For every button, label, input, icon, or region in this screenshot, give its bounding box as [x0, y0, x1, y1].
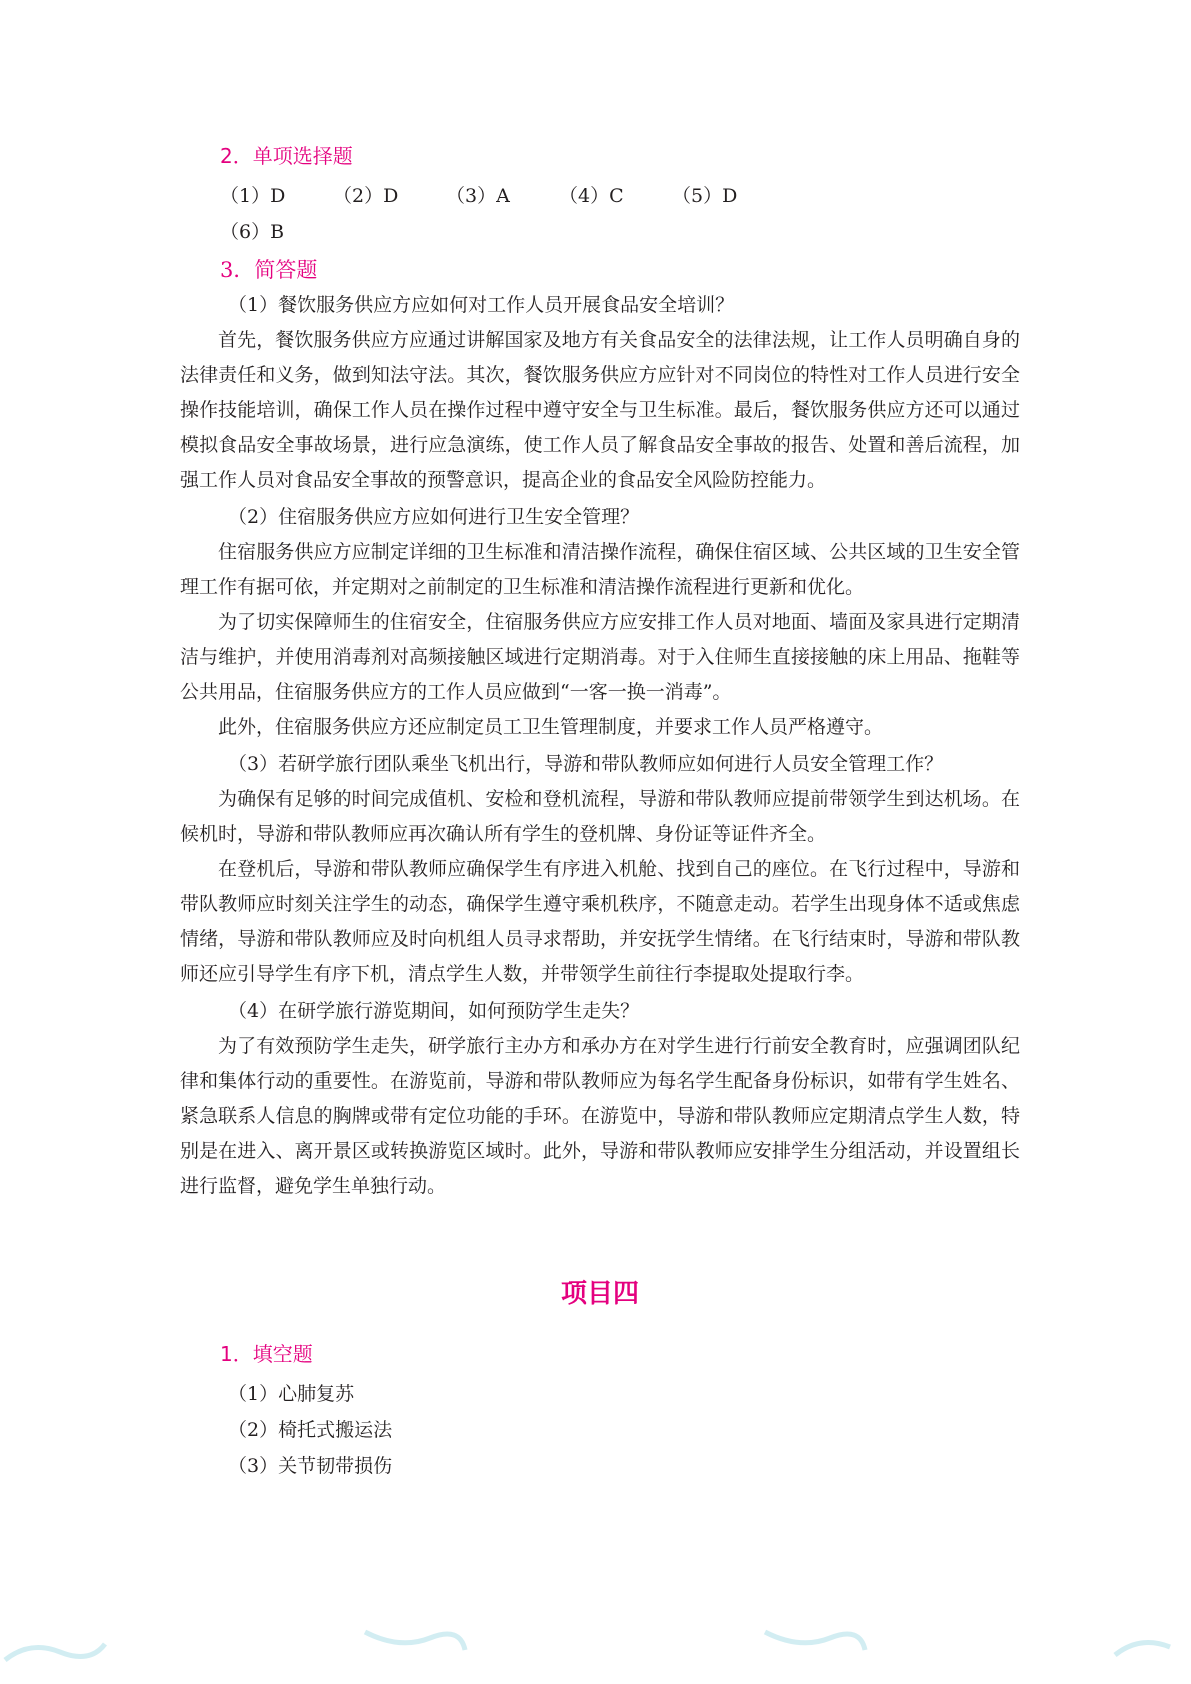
answer-item: （5）D: [672, 185, 738, 207]
answer-paragraph: 在登机后，导游和带队教师应确保学生有序进入机舱、找到自己的座位。在飞行过程中，导游和带队教师应时刻关注学生的动态，确保学生遵守乘机秩序，不随意走动。若学生出现身体不适或焦虑情绪，导游和带队教师应及时向机组人员寻求帮助，并安抚学生情绪。在飞行结束时，导游和带队教师还应引导学生有序下机，清点学生人数，并带领学生前往行李提取处提取行李。: [180, 858, 1020, 985]
question-2: （2）住宿服务供应方应如何进行卫生安全管理？: [228, 506, 640, 528]
watermark-logo-icon: [360, 1620, 470, 1660]
watermark-logo-icon: [1110, 1625, 1191, 1665]
answer-paragraph: 为确保有足够的时间完成值机、安检和登机流程，导游和带队教师应提前带领学生到达机场。在候机时，导游和带队教师应再次确认所有学生的登机牌、身份证等证件齐全。: [180, 788, 1020, 845]
project-title: 项目四: [560, 1279, 639, 1309]
section-heading-short-answer: 3．简答题: [220, 258, 318, 282]
watermark-logo-icon: [760, 1620, 870, 1660]
answer-paragraph: 为了切实保障师生的住宿安全，住宿服务供应方应安排工作人员对地面、墙面及家具进行定期清洁与维护，并使用消毒剂对高频接触区域进行定期消毒。对于入住师生直接接触的床上用品、拖鞋等公共用品，住宿服务供应方的工作人员应做到“一客一换一消毒”。: [180, 611, 1020, 703]
answer-item: （3）A: [446, 185, 510, 207]
question-4: （4）在研学旅行游览期间，如何预防学生走失？: [228, 1000, 640, 1022]
section-heading-multiple-choice: 2．单项选择题: [220, 144, 353, 168]
section-heading-fill-in: 1．填空题: [220, 1342, 313, 1366]
fill-in-answer: （1）心肺复苏: [228, 1383, 355, 1405]
answer-paragraph: 首先，餐饮服务供应方应通过讲解国家及地方有关食品安全的法律法规，让工作人员明确自身的法律责任和义务，做到知法守法。其次，餐饮服务供应方应针对不同岗位的特性对工作人员进行安全操作技能培训，确保工作人员在操作过程中遵守安全与卫生标准。最后，餐饮服务供应方还可以通过模拟食品安全事故场景，进行应急演练，使工作人员了解食品安全事故的报告、处置和善后流程，加强工作人员对食品安全事故的预警意识，提高企业的食品安全风险防控能力。: [180, 329, 1020, 491]
answer-item: （1）D: [220, 185, 286, 207]
fill-in-answer: （3）关节韧带损伤: [228, 1455, 393, 1477]
answer-paragraph: 为了有效预防学生走失，研学旅行主办方和承办方在对学生进行行前安全教育时，应强调团队纪律和集体行动的重要性。在游览前，导游和带队教师应为每名学生配备身份标识，如带有学生姓名、紧急联系人信息的胸牌或带有定位功能的手环。在游览中，导游和带队教师应定期清点学生人数，特别是在进入、离开景区或转换游览区域时。此外，导游和带队教师应安排学生分组活动，并设置组长进行监督，避免学生单独行动。: [180, 1035, 1020, 1197]
fill-in-answer: （2）椅托式搬运法: [228, 1419, 393, 1441]
answer-row-1: [220, 178, 1020, 214]
answer-paragraph: 住宿服务供应方应制定详细的卫生标准和清洁操作流程，确保住宿区域、公共区域的卫生安全管理工作有据可依，并定期对之前制定的卫生标准和清洁操作流程进行更新和优化。: [180, 541, 1020, 598]
answer-item: （4）C: [559, 185, 624, 207]
question-1: （1）餐饮服务供应方应如何对工作人员开展食品安全培训？: [228, 294, 735, 316]
page-content: [180, 140, 1020, 1484]
answer-item: （2）D: [333, 185, 399, 207]
answer-item: （6）B: [220, 221, 285, 243]
question-3: （3）若研学旅行团队乘坐飞机出行，导游和带队教师应如何进行人员安全管理工作？: [228, 753, 944, 775]
answer-row-2: [220, 214, 1020, 250]
watermark-logo-icon: [0, 1630, 110, 1670]
answer-paragraph: 此外，住宿服务供应方还应制定员工卫生管理制度，并要求工作人员严格遵守。: [218, 716, 884, 738]
